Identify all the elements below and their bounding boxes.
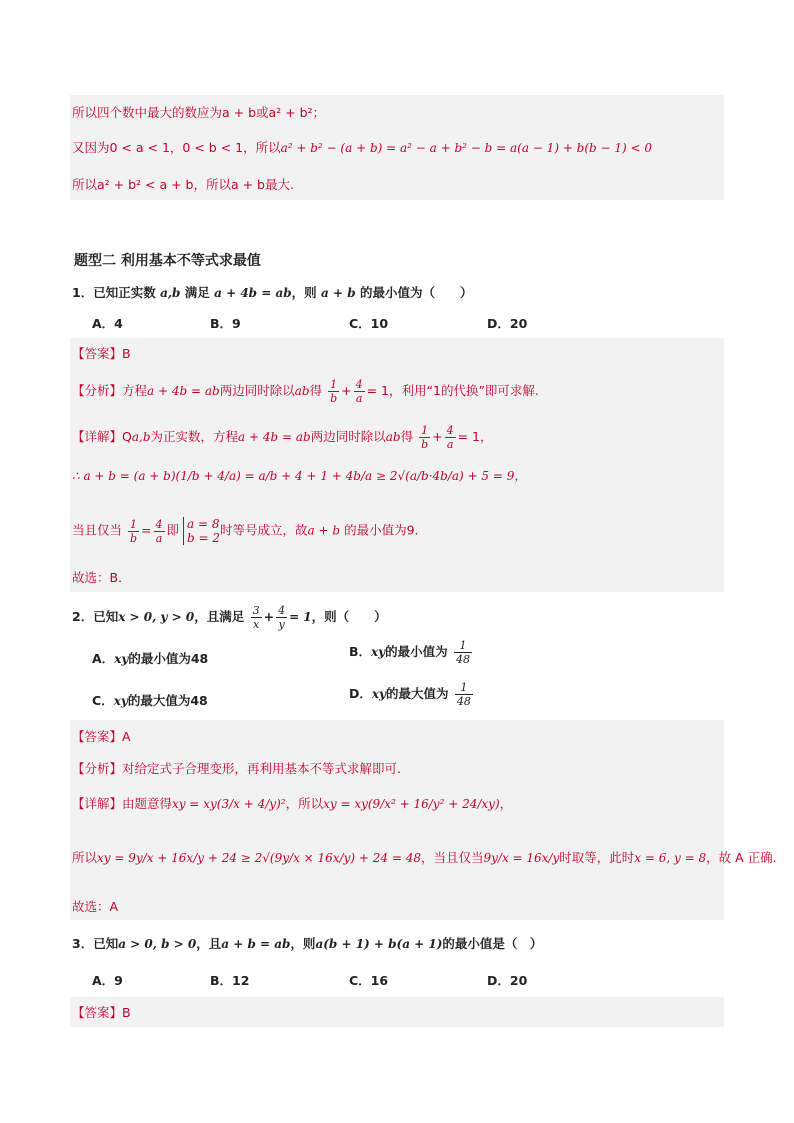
q2-option-b: B．xy的最小值为 $\frac{1}{48}$ (349, 639, 471, 666)
q3-option-c: C．16 (349, 973, 389, 988)
q3-option-b: B．12 (210, 973, 250, 988)
q1-analysis-frac-2: $\frac{4}{a}$ (355, 378, 363, 405)
q1-detail-b: 为正实数，方程 (150, 429, 239, 444)
q2-option-d: D．xy的最大值为 $\frac{1}{48}$ (349, 681, 471, 708)
q1-stem-prefix: 1．已知正实数 (72, 285, 156, 300)
top-line-2-prefix: 又因为0 < a < 1，0 < b < 1，所以 (72, 140, 281, 155)
q1-stem (72, 283, 472, 303)
q1-detail-frac-1: $\frac{1}{b}$ (421, 424, 429, 451)
q2-answer: 【答案】A (72, 729, 131, 744)
q1-analysis-a: 方程 (122, 383, 148, 398)
q2-stem-frac-2: $\frac{4}{y}$ (278, 604, 286, 631)
q1-stem-mid: 满足 (184, 285, 210, 300)
q2-solution-block (70, 720, 724, 920)
q2-stem-suffix: ，则（ ） (311, 609, 387, 624)
q1-eq-line-target: a + b (307, 523, 341, 538)
q1-detail-tag: 【详解】 (72, 429, 123, 444)
q3-answer-block (70, 997, 724, 1027)
q1-analysis-c: 得 (309, 383, 323, 398)
q2-analysis: 【分析】对给定式子合理变形，再利用基本不等式求解即可. (72, 761, 401, 776)
q1-analysis-tag: 【分析】 (72, 383, 123, 398)
q3-option-d: D．20 (487, 973, 528, 988)
q1-stem-suffix: 的最小值为（ ） (359, 285, 473, 300)
q2-option-a: A．xy的最小值为48 (92, 651, 209, 666)
q1-answer (72, 344, 131, 364)
q1-eq-line-d: 的最小值为9. (344, 522, 419, 538)
q1-detail-d: 得 (400, 429, 414, 444)
q1-option-b: B．9 (210, 316, 241, 331)
q1-detail-vars: a,b (131, 430, 151, 444)
q1-eq-frac-1: $\frac{1}{b}$ (130, 517, 138, 545)
q1-eq-line-b: 即 (166, 522, 180, 538)
q1-analysis-ab: ab (294, 384, 310, 398)
section-heading: 题型二 利用基本不等式求最值 (74, 253, 261, 269)
q2-option-d-frac: $\frac{1}{48}$ (456, 681, 471, 708)
q2-calc-line: 所以xy = 9y/x + 16x/y + 24 ≥ 2√(9y/x × 16x/y) + 24 = 48，当且仅当9y/x = 16x/y时取等，此时x = 6, y = 8，故 A 正确. (72, 850, 777, 865)
top-line-2-math: a² + b² − (a + b) = a² − a + b² − b = a(a − 1) + b(b − 1) < 0 (280, 141, 653, 155)
q1-eq-line-c: 时等号成立，故 (220, 522, 308, 538)
q3-option-a: A．9 (92, 973, 123, 988)
q1-choice: 故选：B． (72, 570, 131, 585)
q2-stem-prefix: 2．已知 (72, 609, 119, 624)
q2-option-c: C．xy的最大值为48 (92, 693, 208, 708)
top-line-1: 所以四个数中最大的数应为a + b或a² + b²； (72, 105, 326, 120)
q1-answer-tag: 【答案】 (72, 346, 123, 361)
q1-analysis-d: = 1，利用“1的代换”即可求解. (366, 383, 539, 398)
q1-answer-value: B (122, 346, 131, 361)
q1-detail-c: 两边同时除以 (310, 429, 386, 444)
q2-stem-cond: x > 0, y > 0 (118, 610, 195, 624)
q1-stem-mid2: ，则 (291, 285, 317, 300)
q1-detail-e: = 1， (457, 429, 493, 444)
top-line-2 (72, 138, 652, 158)
q1-option-c: C．10 (349, 316, 389, 331)
q3-stem: 3．已知a > 0, b > 0，且a + b = ab，则a(b + 1) + b(a + 1)的最小值是（ ） (72, 936, 543, 951)
q1-analysis-eq: a + 4b = ab (147, 384, 220, 398)
q1-equality-line: 当且仅当 $\frac{1}{b}$ = $\frac{4}{a}$ 即 a = 8 b = 2 时等号成立，故a + b 的最小值为9. (72, 517, 419, 545)
q2-stem-eq: = 1 (289, 610, 312, 624)
q1-detail-eq: a + 4b = ab (238, 430, 311, 444)
q1-detail-ab: ab (385, 430, 401, 444)
q1-eq-line-a: 当且仅当 (72, 522, 123, 538)
q1-eq-cases: a = 8 b = 2 (183, 517, 220, 545)
q2-choice: 故选：A (72, 899, 119, 914)
top-line-3: 所以a² + b² < a + b，所以a + b最大. (72, 177, 294, 192)
q1-analysis-frac-1: $\frac{1}{b}$ (330, 378, 338, 405)
q1-analysis: 【分析】方程a + 4b = ab两边同时除以ab得 $\frac{1}{b}$ + $\frac{4}{a}$ = 1，利用“1的代换”即可求解. (72, 378, 539, 405)
q1-eq-frac-2: $\frac{4}{a}$ (155, 517, 163, 545)
q1-option-d: D．20 (487, 316, 528, 331)
q1-stem-vars: a,b (160, 286, 181, 300)
q1-option-a: A．4 (92, 316, 123, 331)
q3-answer: 【答案】B (72, 1005, 131, 1020)
q1-calc-line: ∴ a + b = (a + b)(1/b + 4/a) = a/b + 4 + 1 + 4b/a ≥ 2√(a/b·4b/a) + 5 = 9， (72, 469, 527, 483)
q1-detail-a: Q (122, 429, 132, 444)
q1-solution-block (70, 338, 724, 592)
q2-stem: 2．已知x > 0, y > 0，且满足 $\frac{3}{x}$ + $\frac{4}{y}$ = 1，则（ ） (72, 604, 387, 631)
q2-stem-mid: ，且满足 (194, 609, 245, 624)
q2-detail: 【详解】由题意得xy = xy(3/x + 4/y)²，所以xy = xy(9/x² + 16/y² + 24/xy)， (72, 796, 513, 811)
q1-stem-target: a + b (321, 286, 356, 300)
q1-detail: 【详解】Qa,b为正实数，方程a + 4b = ab两边同时除以ab得 $\frac{1}{b}$ + $\frac{4}{a}$ = 1， (72, 424, 493, 451)
q1-stem-eq: a + 4b = ab (214, 286, 292, 300)
q1-detail-frac-2: $\frac{4}{a}$ (446, 424, 454, 451)
q1-analysis-b: 两边同时除以 (219, 383, 295, 398)
q2-stem-frac-1: $\frac{3}{x}$ (252, 604, 260, 631)
q2-option-b-frac: $\frac{1}{48}$ (456, 639, 471, 666)
